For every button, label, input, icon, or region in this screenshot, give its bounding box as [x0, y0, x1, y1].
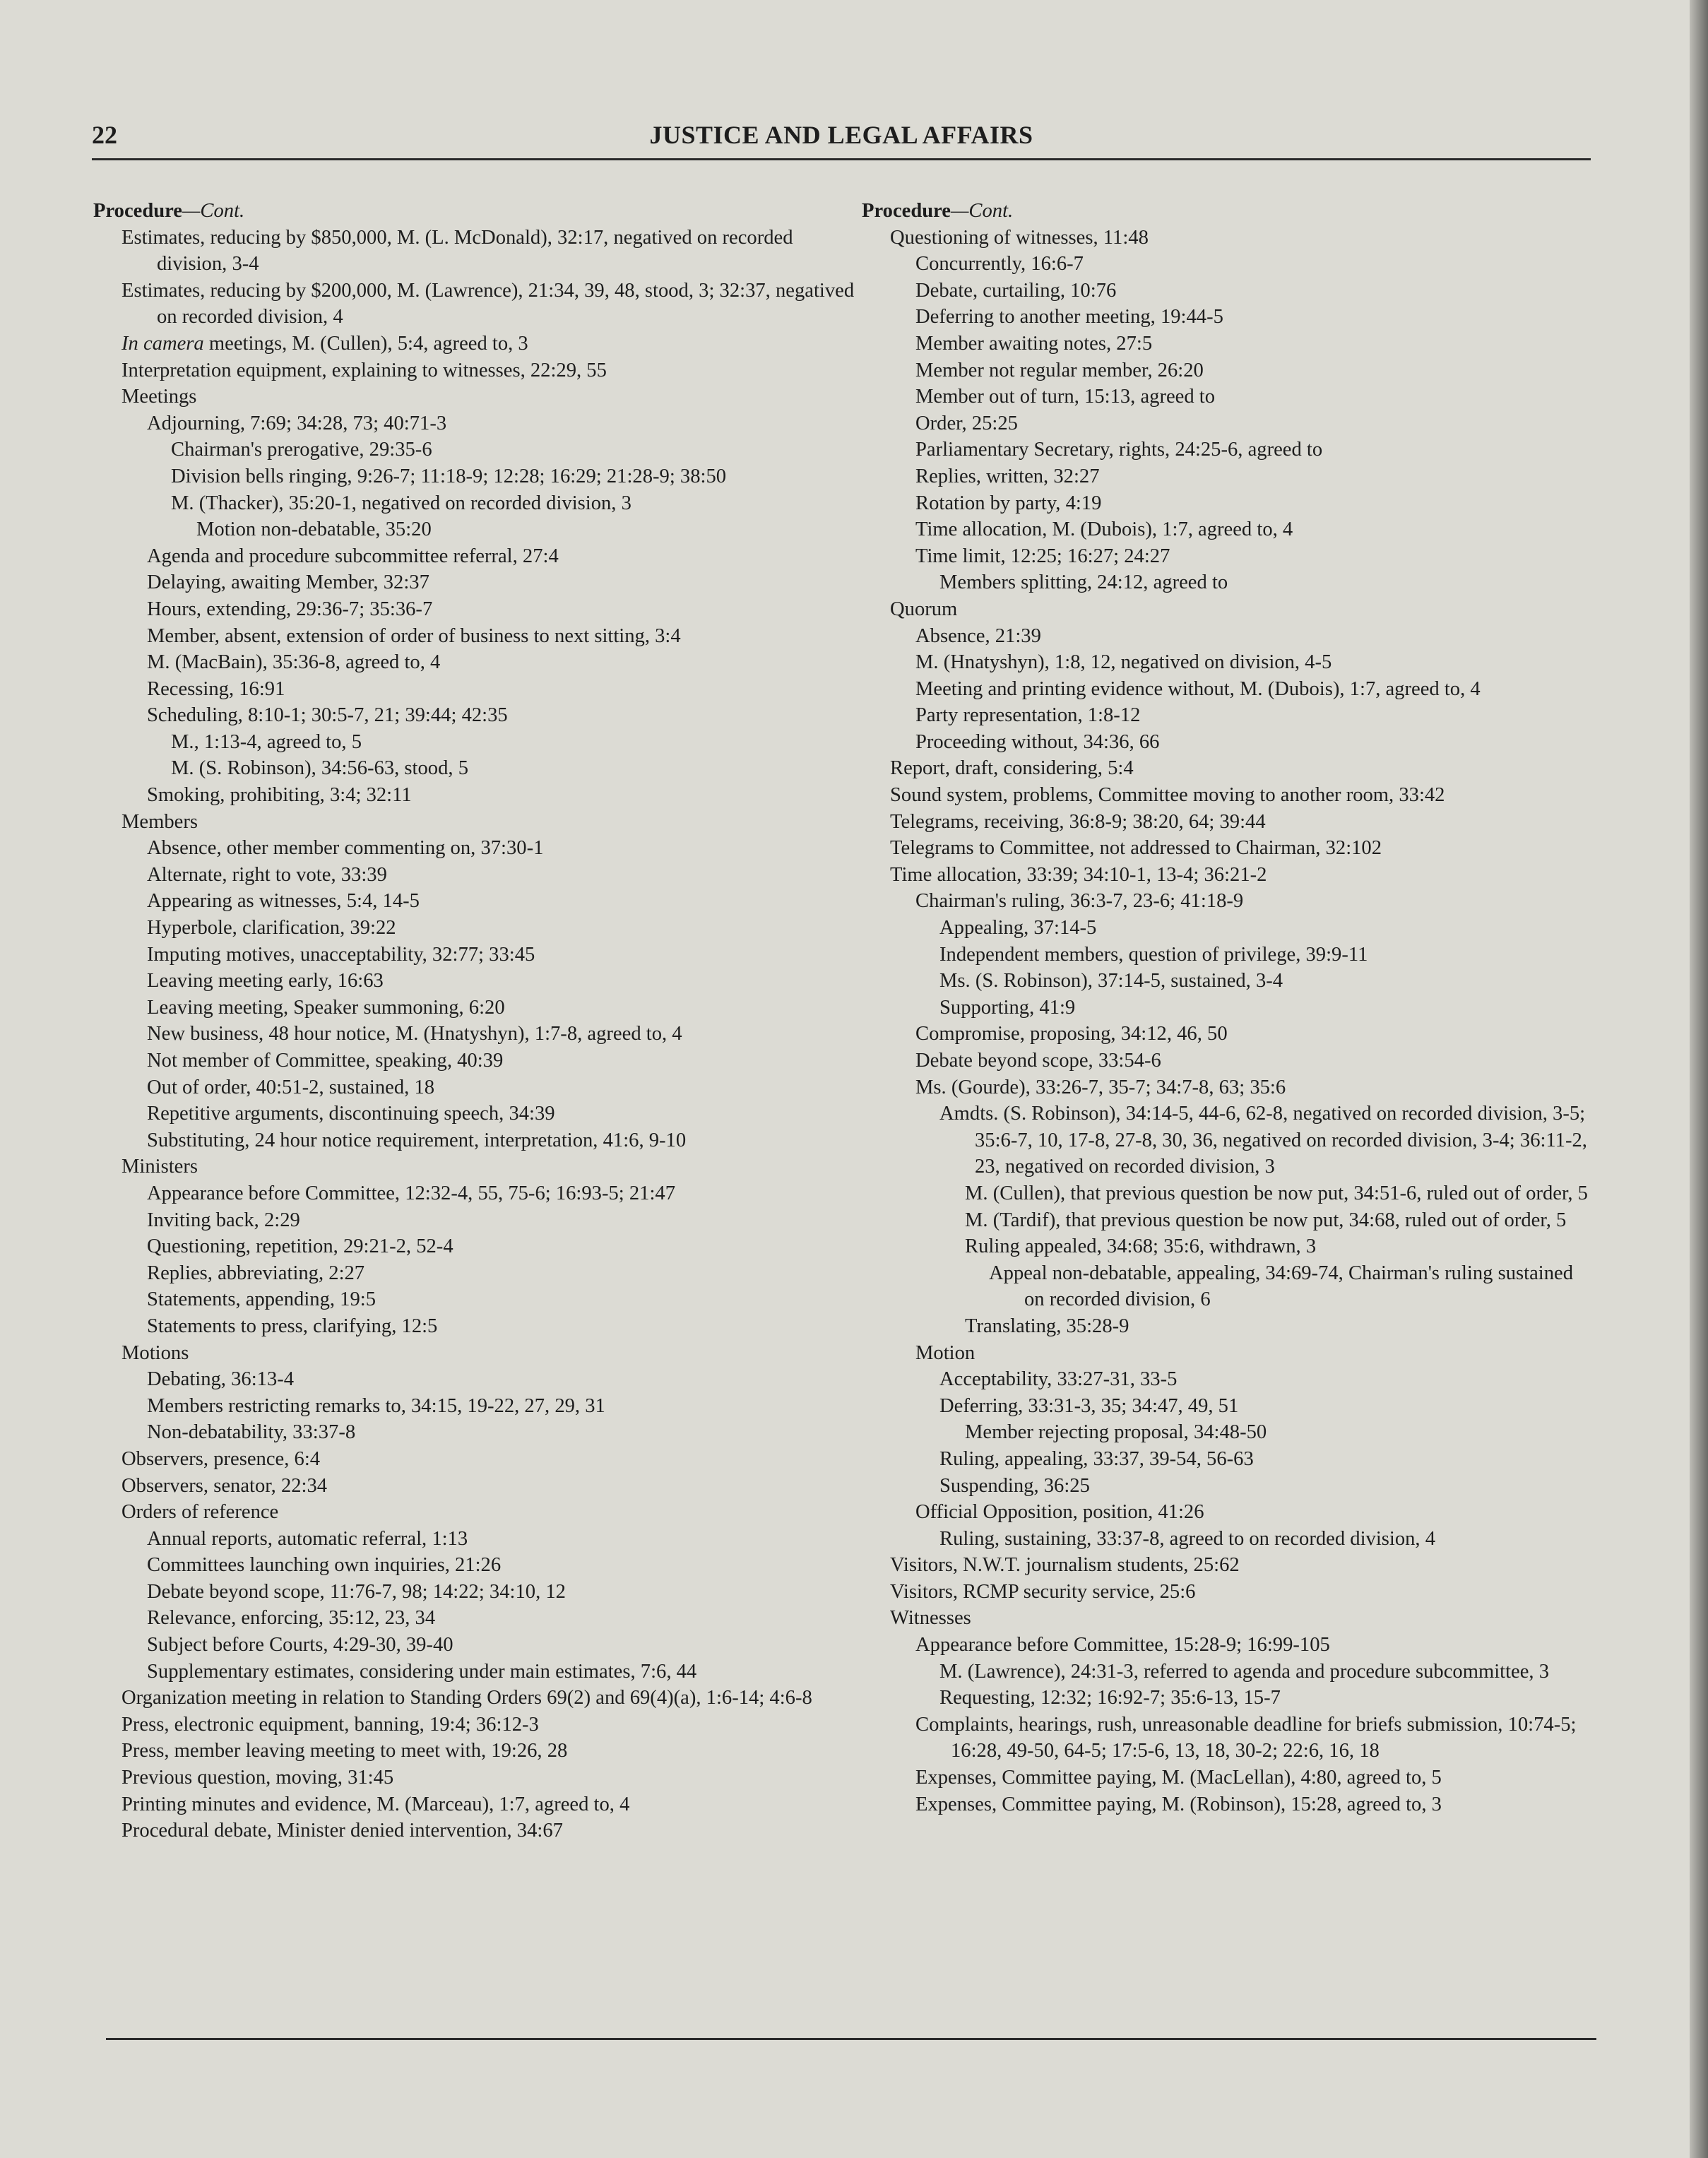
index-entry-text: Chairman's prerogative, 29:35-6	[171, 439, 432, 461]
index-entry-text: Previous question, moving, 31:45	[121, 1767, 394, 1789]
index-entry	[890, 1552, 1593, 1579]
index-entry	[147, 1632, 856, 1659]
index-entry-text: Replies, written, 32:27	[915, 465, 1100, 487]
index-entry	[965, 1419, 1593, 1446]
index-column-right	[862, 198, 1593, 1818]
index-entry-text: Parliamentary Secretary, rights, 24:25-6, agreed to	[915, 439, 1323, 461]
index-entry-text: Observers, presence, 6:4	[121, 1447, 321, 1470]
index-entry-text: Not member of Committee, speaking, 40:39	[147, 1050, 504, 1072]
index-entry	[147, 1552, 856, 1579]
index-entry-text: Report, draft, considering, 5:4	[890, 757, 1134, 780]
index-entry-text: Non-debatability, 33:37-8	[147, 1421, 356, 1444]
index-entry-text: Deferring to another meeting, 19:44-5	[915, 306, 1223, 328]
index-entry-text: Acceptability, 33:27-31, 33-5	[939, 1368, 1178, 1391]
index-entry	[890, 1579, 1593, 1606]
index-entry-text: Telegrams, receiving, 36:8-9; 38:20, 64; 39:44	[890, 810, 1266, 833]
index-entry-text: M. (Thacker), 35:20-1, negatived on recorded division, 3	[171, 492, 631, 514]
index-entry-text: Supplementary estimates, considering under main estimates, 7:6, 44	[147, 1660, 697, 1683]
index-entry-text: Time allocation, M. (Dubois), 1:7, agreed to, 4	[915, 518, 1293, 541]
index-entry-text: Visitors, RCMP security service, 25:6	[890, 1580, 1196, 1603]
index-entry	[939, 942, 1593, 968]
index-entry	[915, 1632, 1593, 1659]
index-entry-text: Observers, senator, 22:34	[121, 1474, 328, 1497]
index-entry	[915, 278, 1593, 304]
index-entry	[915, 357, 1593, 384]
index-entry	[171, 490, 856, 517]
index-entry	[121, 809, 856, 836]
index-entry	[915, 702, 1593, 729]
index-entry	[147, 702, 856, 729]
index-entry-text: Expenses, Committee paying, M. (Robinson), 15:28, agreed to, 3	[915, 1793, 1442, 1815]
index-entry	[915, 1499, 1593, 1526]
index-entry	[147, 569, 856, 596]
index-entry	[147, 1313, 856, 1340]
index-entry-text: Hyperbole, clarification, 39:22	[147, 917, 396, 939]
index-entry	[147, 1286, 856, 1313]
index-entry	[939, 995, 1593, 1021]
index-entry	[147, 1579, 856, 1606]
index-entry-text: Meeting and printing evidence without, M. (Dubois), 1:7, agreed to, 4	[915, 677, 1481, 700]
index-entry	[121, 384, 856, 410]
index-entry	[939, 915, 1593, 942]
index-entry	[915, 463, 1593, 490]
index-entry	[915, 384, 1593, 410]
index-entry-text: Concurrently, 16:6-7	[915, 253, 1084, 275]
index-entry	[147, 1366, 856, 1393]
index-entry-text: Witnesses	[890, 1607, 971, 1630]
index-entry-text: Committees launching own inquiries, 21:26	[147, 1554, 502, 1577]
index-entry	[147, 1526, 856, 1553]
index-entry-text: Ruling, appealing, 33:37, 39-54, 56-63	[939, 1447, 1254, 1470]
index-entry	[939, 1366, 1593, 1393]
index-entry-text: Telegrams to Committee, not addressed to Chairman, 32:102	[890, 837, 1382, 860]
index-entry	[147, 1074, 856, 1101]
heading-term: Procedure	[93, 200, 182, 222]
index-entry	[890, 596, 1593, 623]
index-entry-text: Organization meeting in relation to Standing Orders 69(2) and 69(4)(a), 1:6-14; 4:6-8	[121, 1687, 812, 1709]
index-entry-text: Delaying, awaiting Member, 32:37	[147, 571, 429, 594]
index-entry	[915, 410, 1593, 437]
index-entry	[915, 649, 1593, 676]
index-entry-text: Alternate, right to vote, 33:39	[147, 863, 387, 886]
index-entry	[939, 1446, 1593, 1473]
index-entry	[147, 649, 856, 676]
index-entry-text: Repetitive arguments, discontinuing speech, 34:39	[147, 1103, 555, 1125]
index-entry	[171, 463, 856, 490]
index-entry-text: Leaving meeting early, 16:63	[147, 970, 384, 992]
index-entry	[171, 729, 856, 756]
index-entry-text: Absence, 21:39	[915, 624, 1041, 647]
index-entry-text: Sound system, problems, Committee moving to another room, 33:42	[890, 784, 1445, 807]
index-entry	[147, 1180, 856, 1207]
index-entry-text: Debate, curtailing, 10:76	[915, 279, 1117, 302]
index-entry-text: Motion	[915, 1341, 975, 1364]
index-entry-text: Motion non-debatable, 35:20	[196, 518, 432, 541]
index-entry-text: Supporting, 41:9	[939, 996, 1076, 1019]
index-entry-text: Smoking, prohibiting, 3:4; 32:11	[147, 784, 412, 807]
index-entry-text: Chairman's ruling, 36:3-7, 23-6; 41:18-9	[915, 890, 1244, 913]
index-entry-text: M. (Lawrence), 24:31-3, referred to agenda and procedure subcommittee, 3	[939, 1660, 1550, 1683]
index-entry	[121, 1685, 856, 1712]
index-entry	[939, 1685, 1593, 1712]
index-entry	[121, 1818, 856, 1844]
index-entry-text: Proceeding without, 34:36, 66	[915, 730, 1160, 753]
index-entry-text: Motions	[121, 1341, 189, 1364]
index-entry-text: Independent members, question of privilege, 39:9-11	[939, 943, 1368, 966]
index-entry	[147, 1021, 856, 1048]
index-entry	[121, 1154, 856, 1180]
index-entry	[915, 1340, 1593, 1367]
index-heading	[862, 198, 1593, 225]
index-entry-text: Appeal non-debatable, appealing, 34:69-74, Chairman's ruling sustained on recorded division, 6	[989, 1262, 1574, 1311]
index-entry	[147, 410, 856, 437]
index-entry	[121, 1473, 856, 1500]
index-entry-text: Members	[121, 810, 198, 833]
index-entry	[121, 1446, 856, 1473]
index-entry	[890, 862, 1593, 889]
index-entry	[915, 888, 1593, 915]
index-entry-text: Absence, other member commenting on, 37:30-1	[147, 837, 544, 860]
index-entry-text: Agenda and procedure subcommittee referral, 27:4	[147, 545, 559, 567]
index-entry-text: Quorum	[890, 598, 958, 620]
index-entry-text: M., 1:13-4, agreed to, 5	[171, 730, 362, 753]
index-entry-text: Estimates, reducing by $200,000, M. (Lawrence), 21:34, 39, 48, stood, 3; 32:37, negatived on recorded division, 4	[121, 279, 855, 328]
index-entry	[121, 225, 856, 278]
index-entry	[915, 1791, 1593, 1818]
index-entry-text: Subject before Courts, 4:29-30, 39-40	[147, 1634, 453, 1656]
index-entry-text: Relevance, enforcing, 35:12, 23, 34	[147, 1607, 436, 1630]
index-entry	[171, 437, 856, 463]
index-entry	[121, 278, 856, 331]
index-entry	[121, 357, 856, 384]
index-entry-text: Ministers	[121, 1156, 198, 1178]
running-title: JUSTICE AND LEGAL AFFAIRS	[649, 121, 1033, 149]
index-entry	[147, 888, 856, 915]
index-entry-text: Ms. (Gourde), 33:26-7, 35-7; 34:7-8, 63; 35:6	[915, 1076, 1286, 1098]
index-entry	[965, 1180, 1593, 1207]
index-entry	[147, 596, 856, 623]
index-entry	[121, 331, 856, 357]
index-entry	[121, 1738, 856, 1765]
index-entry-text: Questioning, repetition, 29:21-2, 52-4	[147, 1235, 453, 1258]
index-entry	[147, 1393, 856, 1420]
index-entry-text: Scheduling, 8:10-1; 30:5-7, 21; 39:44; 42:35	[147, 704, 508, 727]
index-entry-text: Amdts. (S. Robinson), 34:14-5, 44-6, 62-8, negatived on recorded division, 3-5; 35:6-7, 10, 17-8, 27-8, 30, 36, negatived on recorded division, 3-4; 36:11-2, 23, negatived on recorded division, 3	[939, 1103, 1587, 1178]
index-entry	[147, 862, 856, 889]
index-entry-text: Party representation, 1:8-12	[915, 704, 1141, 727]
index-entry-text: Printing minutes and evidence, M. (Marceau), 1:7, agreed to, 4	[121, 1793, 630, 1815]
index-entry	[965, 1207, 1593, 1234]
index-entry	[196, 516, 856, 543]
index-entry	[890, 225, 1593, 251]
index-entry	[939, 1473, 1593, 1500]
index-entry-text: Member rejecting proposal, 34:48-50	[965, 1421, 1267, 1444]
index-entry-text: Annual reports, automatic referral, 1:13	[147, 1527, 468, 1550]
index-entry-italic-term: In camera	[121, 332, 204, 355]
index-entry	[147, 1048, 856, 1074]
index-entry-text: Ruling appealed, 34:68; 35:6, withdrawn, 3	[965, 1235, 1317, 1258]
index-entry	[915, 251, 1593, 278]
index-entry-text: Member not regular member, 26:20	[915, 359, 1204, 381]
index-entry-text: Press, member leaving meeting to meet with, 19:26, 28	[121, 1740, 568, 1762]
index-entry	[890, 835, 1593, 862]
index-entry	[915, 1048, 1593, 1074]
index-heading	[93, 198, 856, 225]
index-entry-text: Debate beyond scope, 11:76-7, 98; 14:22; 34:10, 12	[147, 1580, 566, 1603]
index-entry	[147, 968, 856, 995]
index-entry	[915, 490, 1593, 517]
index-entry	[147, 676, 856, 703]
index-entry	[121, 1765, 856, 1791]
index-entry-text: M. (Cullen), that previous question be now put, 34:51-6, ruled out of order, 5	[965, 1182, 1588, 1204]
index-entry	[915, 623, 1593, 650]
index-entry	[915, 676, 1593, 703]
index-entry	[890, 755, 1593, 782]
index-entry-text: Complaints, hearings, rush, unreasonable deadline for briefs submission, 10:74-5; 16:28, 49-50, 64-5; 17:5-6, 13, 18, 30-2; 22:6, 16, 18	[915, 1713, 1577, 1762]
index-entry	[147, 1233, 856, 1260]
index-entry	[890, 809, 1593, 836]
index-entry-text: Division bells ringing, 9:26-7; 11:18-9; 12:28; 16:29; 21:28-9; 38:50	[171, 465, 727, 487]
index-entry-text: Members restricting remarks to, 34:15, 19-22, 27, 29, 31	[147, 1394, 605, 1417]
index-entry	[121, 1499, 856, 1526]
index-entry-text: Debating, 36:13-4	[147, 1368, 295, 1391]
index-entry-text: Time limit, 12:25; 16:27; 24:27	[915, 545, 1170, 567]
index-entry-text: Appearing as witnesses, 5:4, 14-5	[147, 890, 420, 913]
index-entry	[147, 623, 856, 650]
index-entry-text: Leaving meeting, Speaker summoning, 6:20	[147, 996, 505, 1019]
footer-rule	[106, 2038, 1596, 2040]
index-entry-text: Translating, 35:28-9	[965, 1315, 1129, 1337]
index-entry	[965, 1313, 1593, 1340]
index-entry	[915, 1021, 1593, 1048]
index-entry-text: Ruling, sustaining, 33:37-8, agreed to on recorded division, 4	[939, 1527, 1436, 1550]
index-entry-text: M. (Tardif), that previous question be now put, 34:68, ruled out of order, 5	[965, 1209, 1567, 1231]
index-entry	[147, 1207, 856, 1234]
index-entry-text: Appealing, 37:14-5	[939, 917, 1097, 939]
index-entry-text: Ms. (S. Robinson), 37:14-5, sustained, 3-4	[939, 970, 1283, 992]
index-entry-text: Statements to press, clarifying, 12:5	[147, 1315, 438, 1337]
index-entry-text: Estimates, reducing by $850,000, M. (L. McDonald), 32:17, negatived on recorded division, 3-4	[121, 226, 793, 275]
left-entries	[93, 225, 856, 1844]
index-entry-text: Deferring, 33:31-3, 35; 34:47, 49, 51	[939, 1394, 1239, 1417]
index-entry-text: Recessing, 16:91	[147, 677, 285, 700]
index-entry	[147, 1419, 856, 1446]
index-entry	[171, 755, 856, 782]
index-entry	[147, 995, 856, 1021]
index-entry-text: Member out of turn, 15:13, agreed to	[915, 386, 1216, 408]
index-entry	[915, 516, 1593, 543]
index-entry	[147, 782, 856, 809]
index-entry-text: Visitors, N.W.T. journalism students, 25:62	[890, 1554, 1240, 1577]
index-entry-text: New business, 48 hour notice, M. (Hnatyshyn), 1:7-8, agreed to, 4	[147, 1023, 682, 1045]
index-entry-text: Replies, abbreviating, 2:27	[147, 1262, 365, 1284]
index-entry-text: Statements, appending, 19:5	[147, 1288, 376, 1311]
index-entry	[915, 437, 1593, 463]
index-entry	[147, 543, 856, 570]
page-header	[92, 119, 1591, 160]
index-entry-text: Orders of reference	[121, 1501, 279, 1524]
index-entry-text: Official Opposition, position, 41:26	[915, 1501, 1204, 1524]
page-edge-shadow	[1690, 0, 1708, 2158]
index-entry-text: M. (S. Robinson), 34:56-63, stood, 5	[171, 757, 468, 780]
index-entry	[147, 1659, 856, 1685]
index-entry	[915, 729, 1593, 756]
index-entry	[965, 1233, 1593, 1260]
index-entry-text: Appearance before Committee, 12:32-4, 55, 75-6; 16:93-5; 21:47	[147, 1182, 676, 1204]
heading-cont: —Cont.	[951, 200, 1014, 222]
index-entry-text: Substituting, 24 hour notice requirement, interpretation, 41:6, 9-10	[147, 1129, 687, 1151]
index-entry	[890, 782, 1593, 809]
index-entry-text: Member awaiting notes, 27:5	[915, 332, 1153, 355]
index-entry-text: Members splitting, 24:12, agreed to	[939, 571, 1228, 594]
index-entry-text: Press, electronic equipment, banning, 19:4; 36:12-3	[121, 1713, 539, 1736]
index-entry-text: Order, 25:25	[915, 412, 1018, 434]
index-entry-text: M. (MacBain), 35:36-8, agreed to, 4	[147, 651, 441, 674]
index-entry	[121, 1712, 856, 1738]
index-entry-text: Appearance before Committee, 15:28-9; 16:99-105	[915, 1634, 1330, 1656]
index-entry	[147, 1101, 856, 1127]
right-entries	[862, 225, 1593, 1818]
index-entry-text: Procedural debate, Minister denied intervention, 34:67	[121, 1820, 563, 1842]
index-entry	[939, 968, 1593, 995]
index-entry	[147, 942, 856, 968]
index-entry-text: Out of order, 40:51-2, sustained, 18	[147, 1076, 435, 1098]
index-entry-text: Hours, extending, 29:36-7; 35:36-7	[147, 598, 433, 620]
index-entry	[121, 1791, 856, 1818]
index-entry-text: Compromise, proposing, 34:12, 46, 50	[915, 1023, 1228, 1045]
index-entry-text: Meetings	[121, 386, 197, 408]
index-entry-text: Imputing motives, unacceptability, 32:77; 33:45	[147, 943, 535, 966]
index-entry	[147, 1127, 856, 1154]
index-entry	[147, 915, 856, 942]
index-entry-text: Rotation by party, 4:19	[915, 492, 1102, 514]
index-entry-text: Debate beyond scope, 33:54-6	[915, 1050, 1161, 1072]
index-entry	[939, 1393, 1593, 1420]
index-entry-text: Member, absent, extension of order of business to next sitting, 3:4	[147, 624, 681, 647]
heading-term: Procedure	[862, 200, 951, 222]
heading-cont: —Cont.	[182, 200, 245, 222]
index-entry	[939, 1659, 1593, 1685]
index-entry	[939, 1101, 1593, 1180]
index-column-left	[93, 198, 856, 1844]
index-entry-text: Requesting, 12:32; 16:92-7; 35:6-13, 15-7	[939, 1687, 1281, 1709]
index-entry	[890, 1605, 1593, 1632]
index-entry	[147, 1605, 856, 1632]
index-entry	[147, 835, 856, 862]
index-entry	[915, 304, 1593, 331]
page-number: 22	[92, 121, 117, 149]
index-entry	[121, 1340, 856, 1367]
index-entry	[147, 1260, 856, 1287]
index-entry-text: meetings, M. (Cullen), 5:4, agreed to, 3	[203, 332, 528, 355]
index-entry	[915, 543, 1593, 570]
index-entry-text: Suspending, 36:25	[939, 1474, 1090, 1497]
index-entry	[989, 1260, 1593, 1313]
index-entry	[915, 1712, 1593, 1765]
index-entry	[915, 1765, 1593, 1791]
index-entry	[939, 1526, 1593, 1553]
index-entry	[915, 331, 1593, 357]
index-entry-text: Time allocation, 33:39; 34:10-1, 13-4; 36:21-2	[890, 863, 1267, 886]
index-entry-text: Interpretation equipment, explaining to witnesses, 22:29, 55	[121, 359, 607, 381]
index-entry	[915, 1074, 1593, 1101]
index-entry-text: M. (Hnatyshyn), 1:8, 12, negatived on division, 4-5	[915, 651, 1332, 674]
index-entry-text: Expenses, Committee paying, M. (MacLellan), 4:80, agreed to, 5	[915, 1767, 1442, 1789]
index-entry-text: Questioning of witnesses, 11:48	[890, 226, 1149, 249]
index-entry	[939, 569, 1593, 596]
index-entry-text: Inviting back, 2:29	[147, 1209, 300, 1231]
index-entry-text: Adjourning, 7:69; 34:28, 73; 40:71-3	[147, 412, 447, 434]
